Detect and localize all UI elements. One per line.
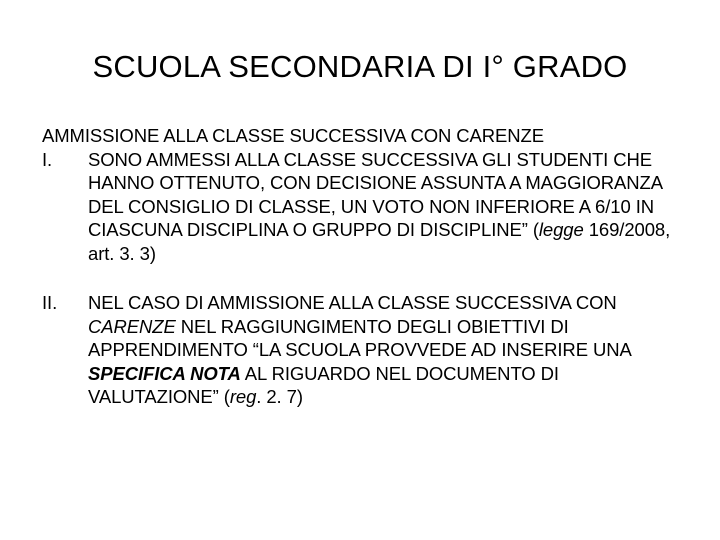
- slide-body: [42, 124, 692, 409]
- item-1-text-part-1: SONO AMMESSI ALLA CLASSE SUCCESSIVA GLI STUDENTI CHE HANNO OTTENUTO, CON DECISIONE ASSUNTA A MAGGIORANZA DEL CONSIGLIO DI CLASSE, UN VOTO NON INFERIORE A 6/10 IN CIASCUNA DISCIPLINA O GRUPPO DI DISCIPLINE” (: [88, 148, 662, 240]
- item-2-text-part-3: AL RIGUARDO NEL DOCUMENTO DI VALUTAZIONE” (: [88, 362, 559, 407]
- item-2-text-part-2: NEL RAGGIUNGIMENTO DEGLI OBIETTIVI DI APPRENDIMENTO “LA SCUOLA PROVVEDE AD INSERIRE UNA: [88, 315, 631, 360]
- item-1-italic-legge: legge: [538, 219, 584, 240]
- item-1-text-part-2: 169/2008, art. 3. 3): [88, 219, 671, 264]
- item-2-text-part-4: . 2. 7): [256, 386, 303, 407]
- list-marker-1: I.: [42, 148, 53, 170]
- item-2-italic-reg: reg: [229, 386, 257, 407]
- lead-heading: AMMISSIONE ALLA CLASSE SUCCESSIVA CON CARENZE: [42, 125, 545, 146]
- item-2-text-part-1: NEL CASO DI AMMISSIONE ALLA CLASSE SUCCESSIVA CON: [88, 292, 617, 313]
- slide-title: SCUOLA SECONDARIA DI I° GRADO: [92, 49, 628, 84]
- item-2-italic-carenze: CARENZE: [88, 315, 176, 337]
- list-item-2-text: [88, 291, 692, 409]
- list-item-1: [42, 148, 692, 266]
- list-item-1-text: [88, 148, 692, 266]
- list-marker-2: II.: [42, 292, 58, 313]
- item-2-bold-specifica-nota: SPECIFICA NOTA: [88, 362, 241, 384]
- list-item-2: [42, 291, 692, 409]
